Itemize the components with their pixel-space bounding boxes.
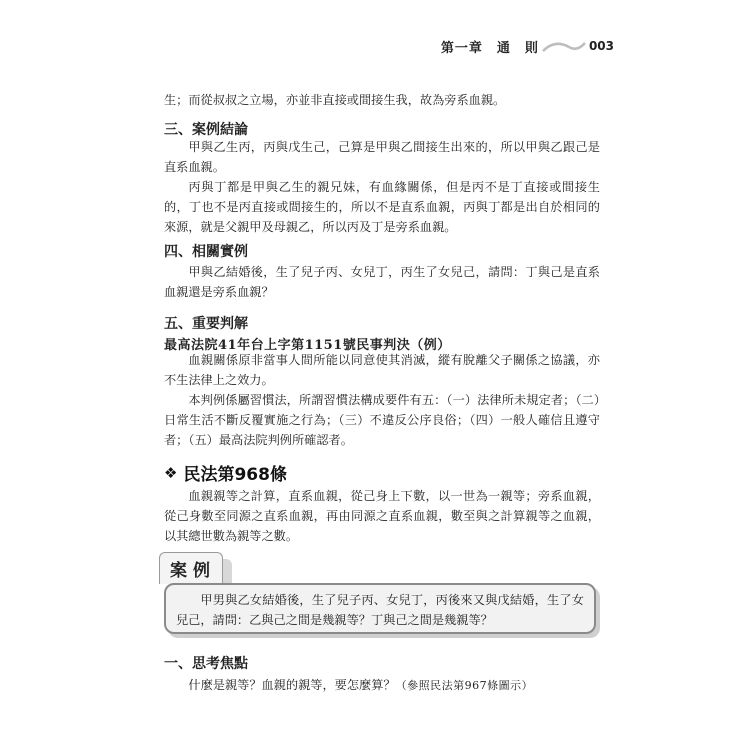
diamond-bullet-icon: ❖ — [164, 463, 178, 482]
section-related-example-body — [164, 262, 600, 302]
thinking-focus-question-text: 什麼是親等？血親的親等，要怎麼算？ — [188, 678, 396, 692]
thinking-focus-note: （參照民法第967條圖示） — [395, 679, 534, 692]
running-header — [441, 36, 614, 56]
section-heading-judgments: 五、重要判解 — [164, 316, 248, 332]
case-box-text: 甲男與乙女結婚後，生了兒子丙、女兒丁，丙後來又與戊結婚，生了女兒己，請問：乙與己之間是幾親等？丁與己之間是幾親等？ — [176, 593, 584, 627]
intro-text: 生；而從叔叔之立場，亦並非直接或間接生我，故為旁系血親。 — [164, 93, 506, 107]
article-body — [164, 486, 600, 546]
judgment-paragraph-2: 本判例係屬習慣法，所謂習慣法構成要件有五：（一）法律所未規定者；（二）日常生活不斷反覆實施之行為；（三）不違反公序良俗；（四）一般人確信且遵守者；（五）最高法院判例所確認者。 — [164, 393, 600, 447]
section-judgments-body — [164, 350, 600, 450]
article-text: 血親親等之計算，直系血親，從己身上下數，以一世為一親等；旁系血親，從己身數至同源之直系血親，再由同源之直系血親，數至與之計算親等之血親，以其總世數為親等之數。 — [164, 489, 600, 543]
section-thinking-focus-body — [164, 675, 600, 696]
section-heading-conclusion: 三、案例結論 — [164, 122, 248, 138]
article-heading — [164, 460, 287, 485]
article-title: 民法第968條 — [183, 465, 287, 485]
chapter-title: 第一章 通 則 — [440, 40, 539, 56]
case-tab-label: 案例 — [159, 552, 223, 584]
intro-paragraph-block — [164, 90, 600, 110]
conclusion-paragraph-2: 丙與丁都是甲與乙生的親兄妹，有血緣關係，但是丙不是丁直接或間接生的，丁也不是丙直接或間接生的，所以不是直系血親，丙與丁都是出自於相同的來源，就是父親甲及母親乙，所以丙及丁是旁系血親。 — [164, 180, 600, 234]
header-swoosh-icon — [541, 37, 587, 55]
section-conclusion-body — [164, 137, 600, 237]
related-example-paragraph: 甲與乙結婚後，生了兒子丙、女兒丁，丙生了女兒己，請問：丁與己是直系血親還是旁系血親？ — [164, 265, 600, 299]
section-heading-related-example: 四、相關實例 — [164, 244, 248, 260]
judgment-case-title: 最高法院41年台上字第1151號民事判決（例） — [164, 338, 451, 353]
case-tab-shadow — [222, 559, 232, 584]
judgment-paragraph-1: 血親關係原非當事人間所能以同意使其消滅，縱有脫離父子關係之協議，亦不生法律上之效力。 — [164, 353, 600, 387]
section-heading-thinking-focus: 一、思考焦點 — [164, 656, 248, 672]
conclusion-paragraph-1: 甲與乙生丙，丙與戊生己，己算是甲與乙間接生出來的，所以甲與乙跟己是直系血親。 — [164, 140, 600, 174]
thinking-focus-question — [164, 675, 600, 696]
case-box — [164, 583, 596, 634]
page-number: 003 — [588, 39, 614, 53]
